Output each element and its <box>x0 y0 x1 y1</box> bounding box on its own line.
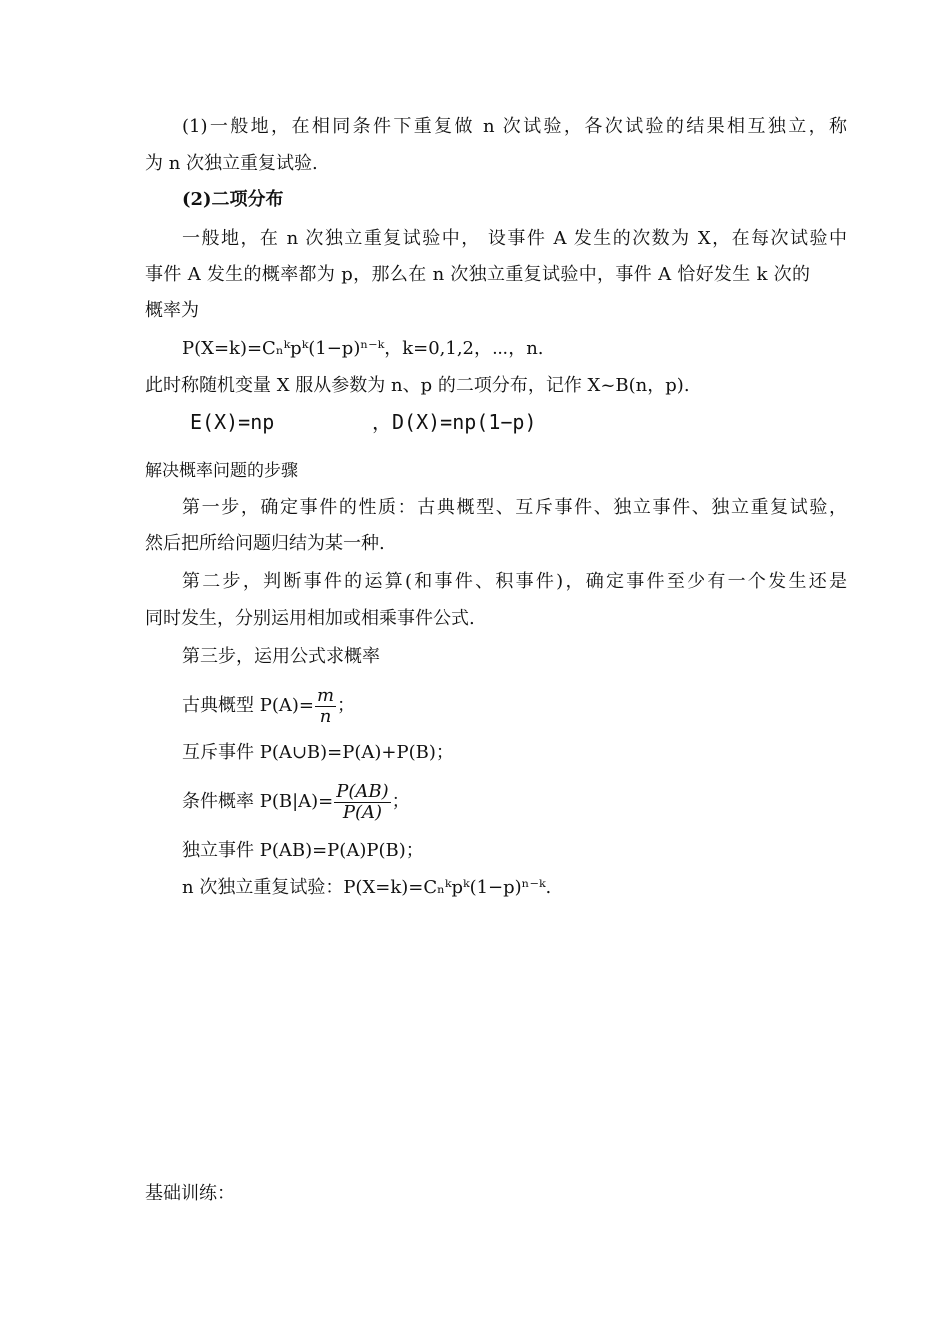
repeated-trials-formula: n 次独立重复试验：P(X=k)=Cₙᵏpᵏ(1−p)ⁿ⁻ᵏ. <box>182 877 552 898</box>
paragraph-line: 第一步，确定事件的性质：古典概型、互斥事件、独立事件、独立重复试验， <box>182 497 847 518</box>
section-title: (2)二项分布 <box>182 189 284 210</box>
formula-end: ； <box>337 695 356 716</box>
formula-end: ； <box>391 791 410 812</box>
fraction-numerator: P(AB) <box>336 780 389 802</box>
paragraph-line: 第三步，运用公式求概率 <box>182 646 380 667</box>
fraction-denominator: P(A) <box>342 801 383 823</box>
section-heading: 解决概率问题的步骤 <box>145 461 298 481</box>
paragraph-line: 同时发生，分别运用相加或相乘事件公式. <box>145 608 475 629</box>
fraction <box>334 782 390 823</box>
fraction-numerator: m <box>316 684 335 706</box>
paragraph-line: 概率为 <box>145 300 199 321</box>
fraction <box>315 686 336 727</box>
paragraph-line: 事件 A 发生的概率都为 p，那么在 n 次独立重复试验中，事件 A 恰好发生 k 次的 <box>145 264 810 285</box>
independent-events-formula: 独立事件 P(AB)=P(A)P(B)； <box>182 840 424 861</box>
formula-label: 古典概型 P(A)= <box>182 695 314 716</box>
paragraph-line: 然后把所给问题归结为某一种. <box>145 533 385 554</box>
expectation-formula: E(X)=np <box>190 410 275 434</box>
variance-formula: ，D(X)=np(1−p) <box>372 410 537 434</box>
paragraph-line: (1)一般地，在相同条件下重复做 n 次试验，各次试验的结果相互独立，称 <box>182 116 847 137</box>
paragraph-line: 此时称随机变量 X 服从参数为 n、p 的二项分布，记作 X~B(n，p). <box>145 375 690 396</box>
training-label: 基础训练： <box>145 1183 235 1204</box>
classical-probability-formula <box>182 684 847 728</box>
paragraph-line: 一般地，在 n 次独立重复试验中， 设事件 A 发生的次数为 X，在每次试验中 <box>182 228 847 249</box>
exclusive-events-formula: 互斥事件 P(A∪B)=P(A)+P(B)； <box>182 742 454 763</box>
formula-label: 条件概率 P(B|A)= <box>182 791 334 812</box>
conditional-probability-formula <box>182 780 847 824</box>
fraction-denominator: n <box>319 705 332 727</box>
paragraph-line: 为 n 次独立重复试验. <box>145 153 318 174</box>
paragraph-line: 第二步，判断事件的运算(和事件、积事件)，确定事件至少有一个发生还是 <box>182 571 847 592</box>
binomial-formula: P(X=k)=Cₙᵏpᵏ(1−p)ⁿ⁻ᵏ，k=0,1,2，⋯，n. <box>182 338 544 359</box>
